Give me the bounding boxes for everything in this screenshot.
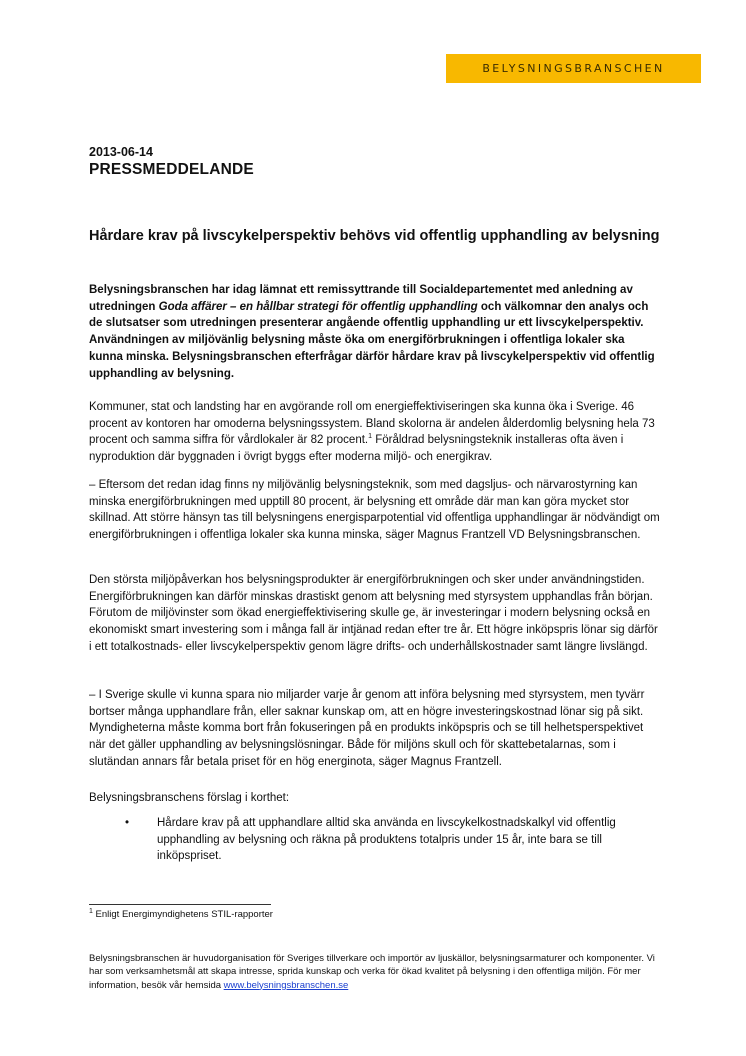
- footer: [89, 952, 669, 992]
- brand-logo: [446, 54, 701, 83]
- lead-report-title: Goda affärer – en hållbar strategi för offentlig upphandling: [158, 300, 478, 313]
- brand-logo-text: BELYSNINGSBRANSCHEN: [482, 62, 665, 75]
- proposal-list: [125, 815, 661, 865]
- document-type: PRESSMEDDELANDE: [89, 161, 254, 178]
- lead-text-1: Belysningsbranschen har idag lämnat ett remissyttrande till Socialdepartementet med anledning av utredningen: [89, 284, 633, 313]
- footnote-text: Enligt Energimyndighetens STIL-rapporter: [92, 909, 273, 920]
- paragraph-1-text-a: Kommuner, stat och landsting har en avgörande roll om energieffektiviseringen ska kunna öka i Sverige. 46 procent av kontoren har omoderna belysningssystem. Bland skolorna är andelen ålderdomlig belysning hela 73 procent och samma siffra för vårdlokaler är 82 procent.: [89, 401, 655, 447]
- bullet-icon: •: [125, 817, 130, 829]
- footnote-reference: 1: [368, 433, 373, 441]
- proposals-intro: Belysningsbranschens förslag i korthet:: [89, 792, 290, 804]
- lead-text-2: och välkomnar den analys och de slutsatser som utredningen presenterar angående offentlig upphandling ur ett livscykelperspektiv. Användningen av miljövänlig belysning måste öka om energiförbrukningen i offentliga lokaler ska kunna minska. Belysningsbranschen efterfrågar därför hårdare krav på livscykelperspektiv vid offentlig upphandling av belysning.: [89, 300, 655, 380]
- list-item: [125, 815, 661, 865]
- paragraph-3: Den största miljöpåverkan hos belysningsprodukter är energiförbrukningen och sker under användningstiden. Energiförbrukningen kan därför minskas drastiskt genom att belysning med styrsystem upphandlas från början. Förutom de miljövinster som ökad energieffektivisering skulle ge, är investeringar i modern belysning också en ekonomiskt smart investering som i många fall är intjänad redan efter tre år. Ett högre inköpspris lönar sig därför i ett totalkostnads- eller livscykelperspektiv genom lägre drifts- och underhållskostnader samt längre livslängd.: [89, 574, 658, 653]
- paragraph-4: – I Sverige skulle vi kunna spara nio miljarder varje år genom att införa belysning med styrsystem, men tyvärr bortser många upphandlare från, eller saknar kunskap om, att en högre investeringskostnad lönar sig på sikt. Myndigheterna måste komma bort från fokuseringen på en produkts inköpspris och se till helhetsperspektivet när det gäller upphandling av belysningslösningar. Både för miljöns skull och för skattebetalarnas, som i slutändan annars får betala priset för en hög energinota, säger Magnus Frantzell.: [89, 689, 645, 768]
- footnote-divider: [89, 904, 271, 905]
- paragraph-1: [89, 399, 661, 466]
- footnote-number: 1: [89, 907, 93, 915]
- press-date: 2013-06-14: [89, 145, 153, 159]
- footnote: [89, 909, 273, 920]
- paragraph-2: – Eftersom det redan idag finns ny miljövänlig belysningsteknik, som med dagsljus- och närvarostyrning kan minska energiförbrukningen med upptill 80 procent, är belysning ett område där man kan göra mycket stor skillnad. Att större hänsyn tas till belysningens energisparpotential vid offentliga upphandlingar är nödvändigt om energiförbrukningen i offentliga lokaler ska kunna minska, säger Magnus Frantzell VD Belysningsbranschen.: [89, 479, 660, 542]
- headline: Hårdare krav på livscykelperspektiv behövs vid offentlig upphandling av belysning: [89, 228, 660, 244]
- footer-text: Belysningsbranschen är huvudorganisation för Sveriges tillverkare och importör av ljuskällor, belysningsarmaturer och komponenter. Vi har som verksamhetsmål att skapa intresse, sprida kunskap och verka för ökad kvalitet på belysning i den offentliga miljön. För mer information, besök vår hemsida: [89, 953, 655, 991]
- list-item-text: Hårdare krav på att upphandlare alltid ska använda en livscykelkostnadskalkyl vid offentlig upphandling av belysning och räkna på produktens totalpris under 15 år, inte bara se till inköpspriset.: [157, 817, 616, 863]
- lead-paragraph: [89, 282, 661, 382]
- paragraph-1-text-b: Föråldrad belysningsteknik installeras ofta även i nyproduktion där byggnaden i övrigt byggs efter moderna miljö- och energikrav.: [89, 434, 624, 464]
- website-link[interactable]: www.belysningsbranschen.se: [223, 979, 349, 991]
